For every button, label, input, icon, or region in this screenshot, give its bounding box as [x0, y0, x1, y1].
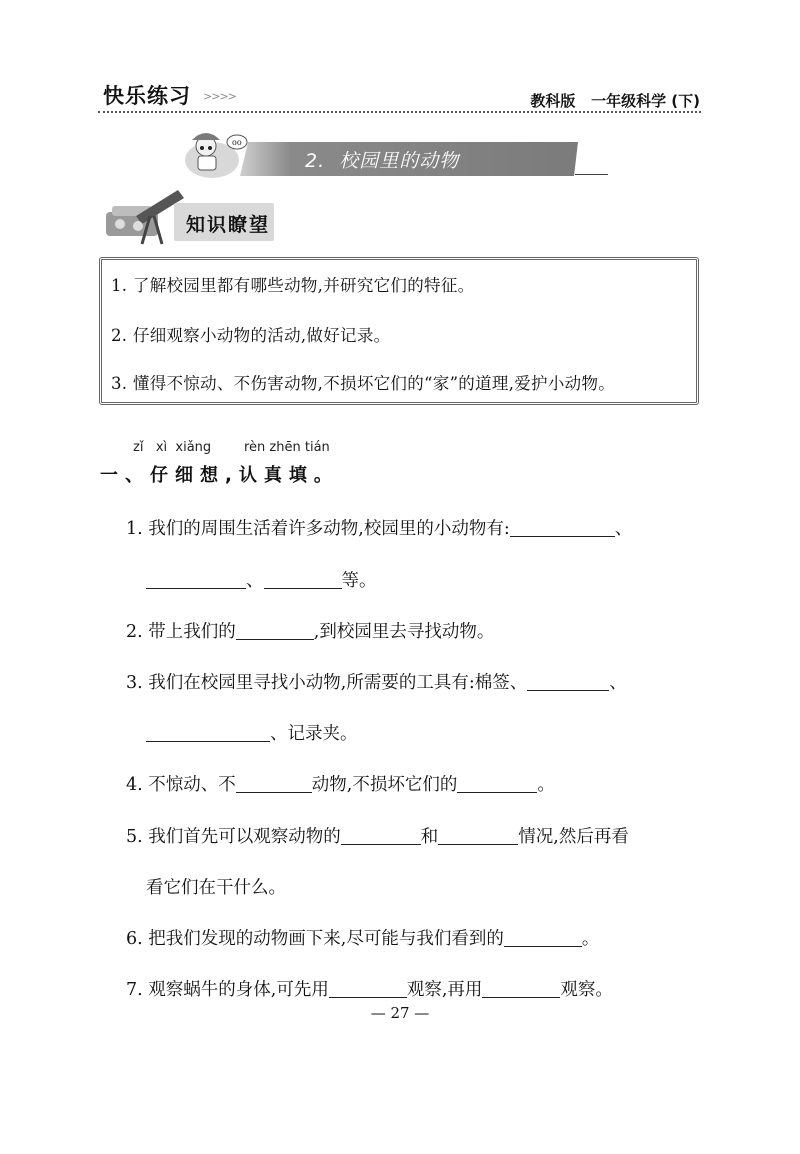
question-4-text-c: 。: [537, 775, 555, 795]
question-1-text: 1. 我们的周围生活着许多动物,校园里的小动物有:: [126, 519, 510, 539]
question-7: [126, 976, 613, 1001]
lesson-title: 2. 校园里的动物: [305, 150, 460, 172]
question-2-text-a: 2. 带上我们的: [126, 622, 236, 642]
question-3-line-2: [146, 720, 358, 745]
answer-blank-7b[interactable]: [482, 979, 560, 998]
answer-blank-3a[interactable]: [527, 672, 609, 691]
answer-blank-5b[interactable]: [438, 826, 518, 845]
question-4-text-b: 动物,不损坏它们的: [311, 775, 458, 795]
answer-blank-1c[interactable]: [264, 570, 342, 589]
svg-text:oo: oo: [232, 138, 242, 147]
book-info: [530, 90, 700, 111]
answer-blank-4a[interactable]: [236, 774, 312, 793]
goal-item-3: 3. 懂得不惊动、不伤害动物,不损坏它们的“家”的道理,爱护小动物。: [111, 374, 616, 393]
question-6-text-b: 。: [581, 929, 600, 949]
question-6: [126, 925, 599, 950]
answer-blank-4b[interactable]: [457, 774, 537, 793]
answer-blank-2[interactable]: [236, 621, 314, 640]
question-4: [126, 771, 555, 796]
question-1-line-2: [146, 567, 377, 592]
answer-blank-5a[interactable]: [341, 826, 421, 845]
question-5-text-c: 情况,然后再看: [518, 827, 629, 847]
page-number: — 27 —: [370, 1004, 430, 1022]
goal-item-1: 1. 了解校园里都有哪些动物,并研究它们的特征。: [111, 276, 475, 295]
question-7-text-a: 7. 观察蜗牛的身体,可先用: [126, 980, 329, 1000]
question-5-line-1: [126, 823, 629, 848]
question-3-line-1: [126, 669, 627, 694]
answer-blank-1b[interactable]: [146, 570, 246, 589]
answer-blank-1a[interactable]: [510, 518, 615, 537]
book-brand: 快乐练习: [103, 84, 191, 108]
question-7-text-b: 观察,再用: [406, 980, 483, 1000]
question-4-text-a: 4. 不惊动、不: [126, 775, 236, 795]
pinyin-renzhentian: rèn zhēn tián: [244, 440, 330, 455]
answer-blank-3b[interactable]: [146, 723, 270, 742]
goal-item-2: 2. 仔细观察小动物的活动,做好记录。: [111, 326, 391, 345]
question-5-text-a: 5. 我们首先可以观察动物的: [126, 827, 341, 847]
separator: 、: [614, 519, 633, 539]
question-2-text-b: ,到校园里去寻找动物。: [313, 622, 495, 642]
separator: 、: [609, 673, 627, 693]
question-3-end: 、记录夹。: [270, 724, 358, 744]
knowledge-label: 知识瞭望: [186, 214, 271, 236]
question-5-line-2: 看它们在干什么。: [146, 878, 286, 898]
title-underline: [575, 174, 608, 175]
question-3-text: 3. 我们在校园里寻找小动物,所需要的工具有:棉签、: [126, 673, 528, 693]
separator: 、: [246, 571, 264, 591]
answer-blank-7a[interactable]: [329, 979, 407, 998]
course-label: 一年级科学 (下): [591, 92, 700, 110]
question-5-text-b: 和: [420, 827, 439, 847]
question-1-line-1: [126, 515, 632, 540]
question-2: [126, 618, 494, 643]
answer-blank-6[interactable]: [504, 928, 582, 947]
edition-label: 教科版: [530, 92, 576, 110]
question-1-end: 等。: [341, 571, 377, 591]
header-divider: [98, 111, 701, 113]
pinyin-zixixiang: zǐ xì xiǎng: [133, 440, 212, 455]
question-6-text-a: 6. 把我们发现的动物画下来,尽可能与我们看到的: [126, 929, 504, 949]
arrows-decoration: >>>>: [203, 90, 236, 103]
section-heading: 一、仔细想,认真填。: [100, 465, 339, 486]
question-7-text-c: 观察。: [560, 980, 613, 1000]
